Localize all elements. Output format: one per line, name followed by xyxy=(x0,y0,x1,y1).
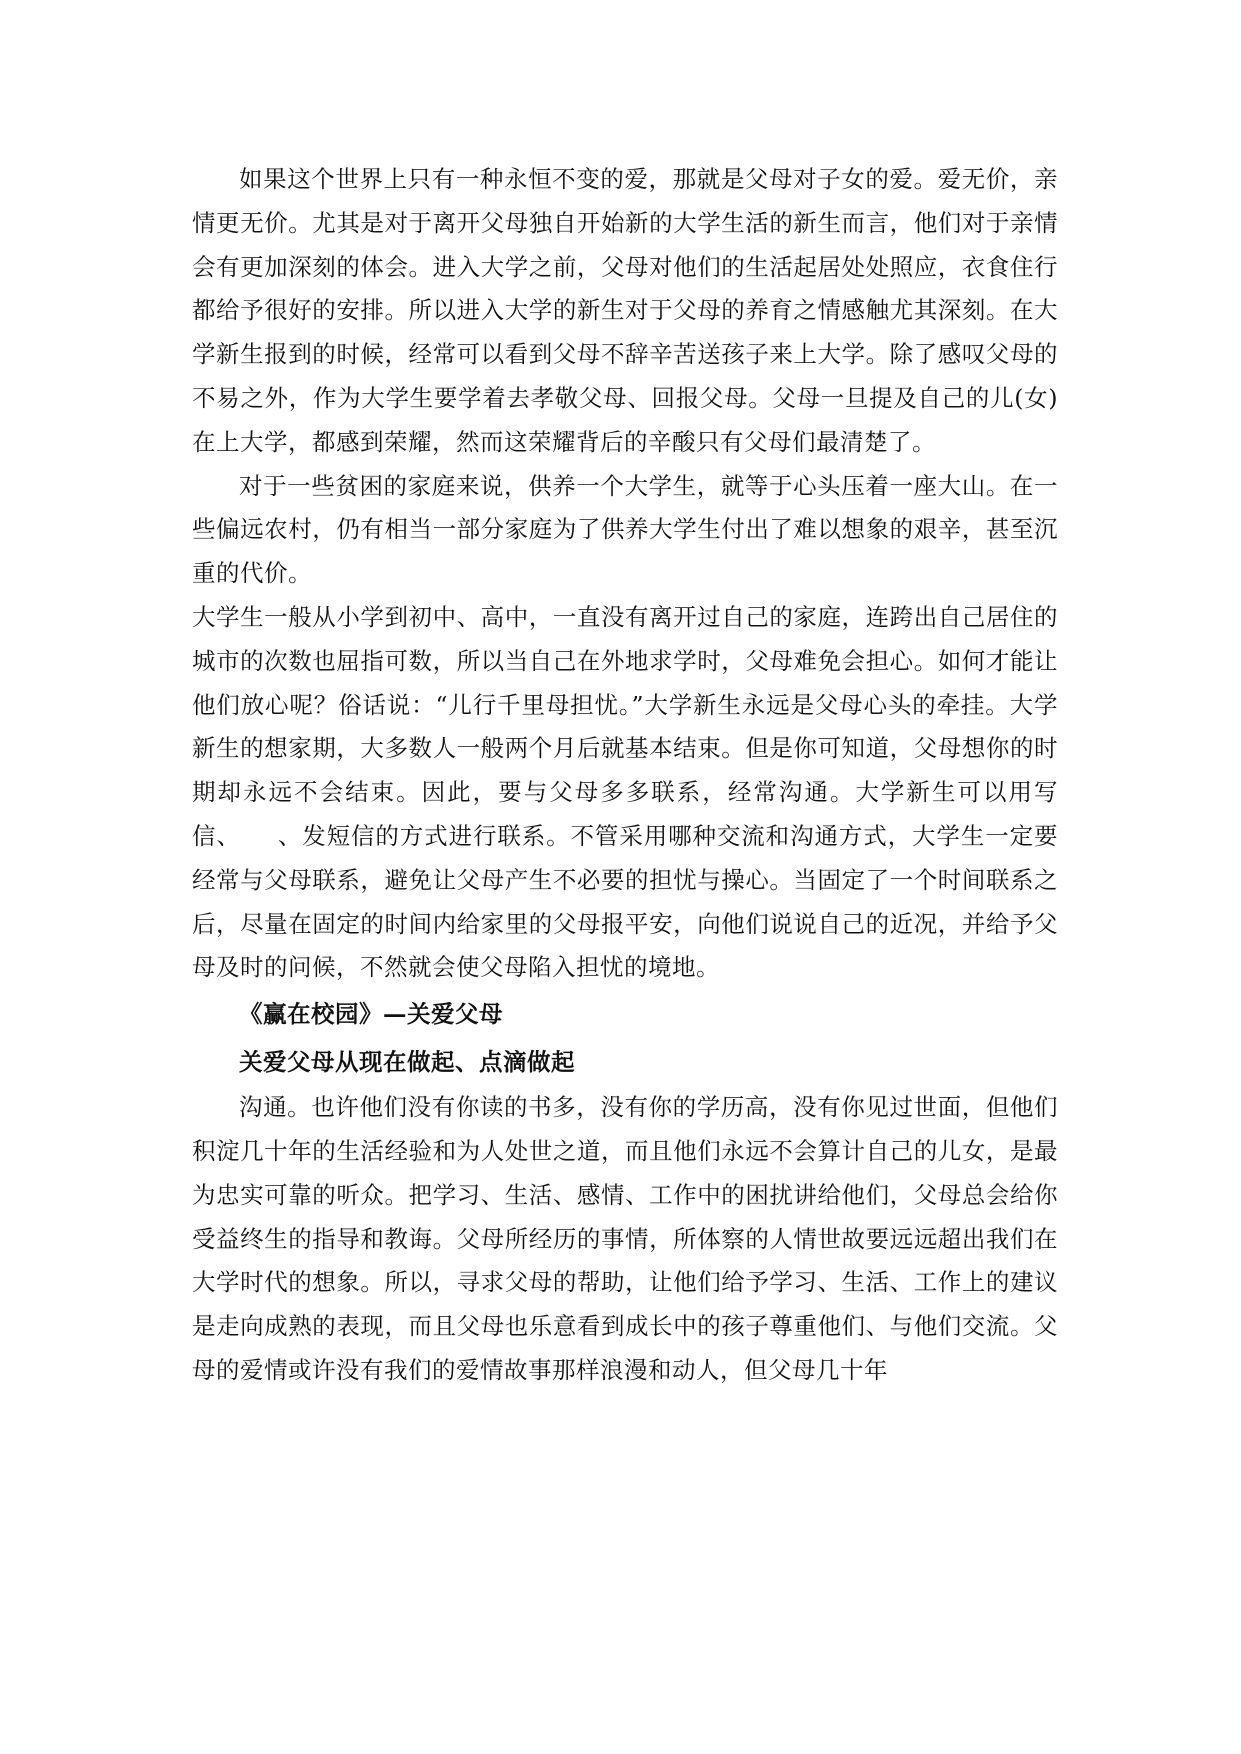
section-heading: 《赢在校园》—关爱父母 xyxy=(239,1000,503,1029)
document-page xyxy=(192,158,1058,1393)
section-subheading: 关爱父母从现在做起、点滴做起 xyxy=(239,1048,575,1077)
paragraph-communication: 沟通。也许他们没有你读的书多，没有你的学历高，没有你见过世面，但他们积淀几十年的生活经验和为人处世之道，而且他们永远不会算计自己的儿女，是最为忠实可靠的听众。把学习、生活、感情、工作中的困扰讲给他们，父母总会给你受益终生的指导和教诲。父母所经历的事情，所体察的人情世故要远远超出我们在大学时代的想象。所以，寻求父母的帮助，让他们给予学习、生活、工作上的建议是走向成熟的表现，而且父母也乐意看到成长中的孩子尊重他们、与他们交流。父母的爱情或许没有我们的爱情故事那样浪漫和动人，但父母几十年 xyxy=(192,1093,1058,1384)
paragraph-keep-in-touch: 大学生一般从小学到初中、高中，一直没有离开过自己的家庭，连跨出自己居住的城市的次数也屈指可数，所以当自己在外地求学时，父母难免会担心。如何才能让他们放心呢？俗话说：“儿行千里母担忧。”大学新生永远是父母心头的牵挂。大学新生的想家期，大多数人一般两个月后就基本结束。但是你可知道，父母想你的时期却永远不会结束。因此，要与父母多多联系，经常沟通。大学新生可以用写信、 、发短信的方式进行联系。不管采用哪种交流和沟通方式，大学生一定要经常与父母联系，避免让父母产生不必要的担忧与操心。当固定了一个时间联系之后，尽量在固定的时间内给家里的父母报平安，向他们说说自己的近况，并给予父母及时的问候，不然就会使父母陷入担忧的境地。 xyxy=(192,602,1058,982)
paragraph-love-of-parents: 如果这个世界上只有一种永恒不变的爱，那就是父母对子女的爱。爱无价，亲情更无价。尤其是对于离开父母独自开始新的大学生活的新生而言，他们对于亲情会有更加深刻的体会。进入大学之前，父母对他们的生活起居处处照应，衣食住行都给予很好的安排。所以进入大学的新生对于父母的养育之情感触尤其深刻。在大学新生报到的时候，经常可以看到父母不辞辛苦送孩子来上大学。除了感叹父母的不易之外，作为大学生要学着去孝敬父母、回报父母。父母一旦提及自己的儿(女)在上大学，都感到荣耀，然而这荣耀背后的辛酸只有父母们最清楚了。 xyxy=(192,165,1058,456)
paragraph-poor-families: 对于一些贫困的家庭来说，供养一个大学生，就等于心头压着一座大山。在一些偏远农村，仍有相当一部分家庭为了供养大学生付出了难以想象的艰辛，甚至沉重的代价。 xyxy=(192,471,1058,588)
